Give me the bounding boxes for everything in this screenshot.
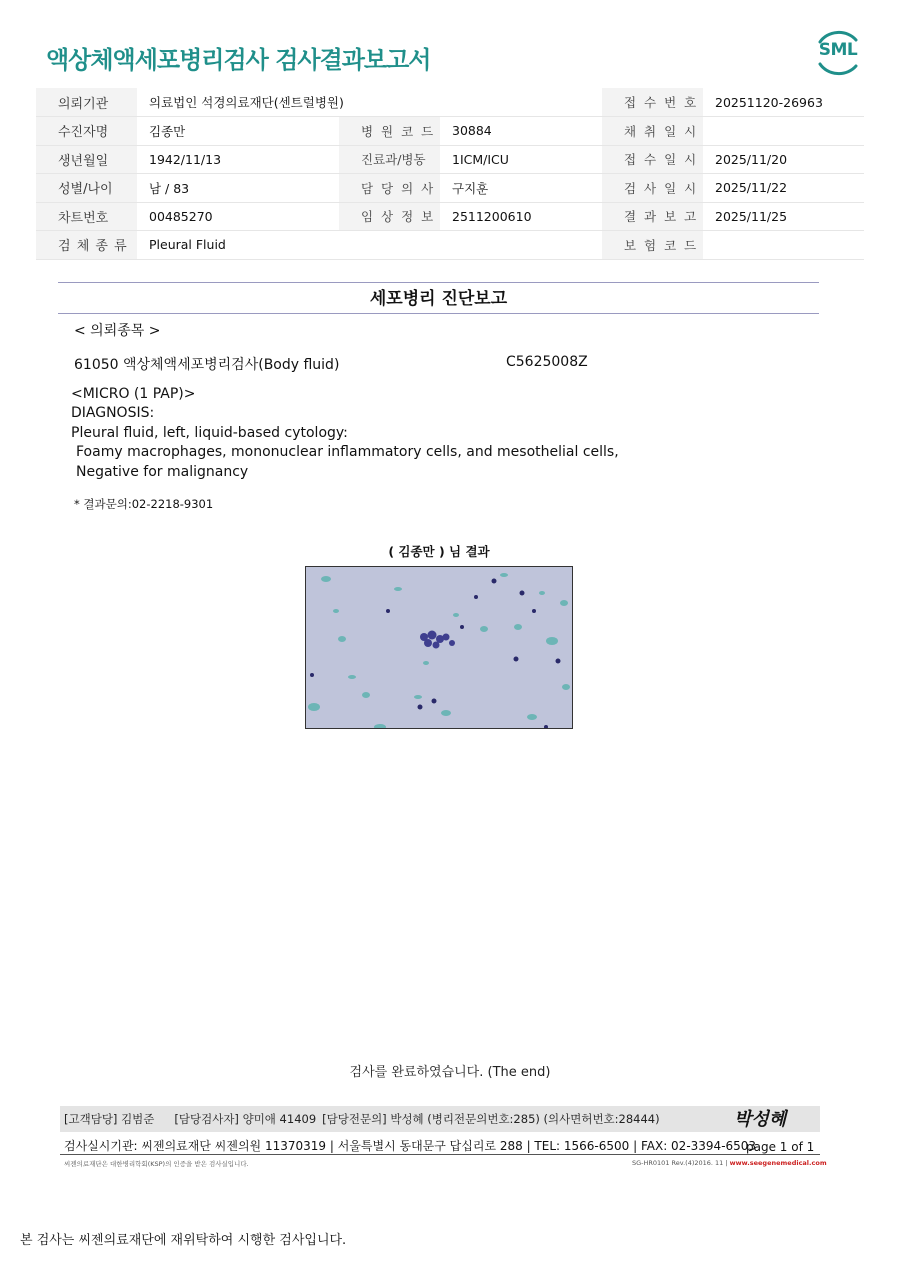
cytology-micrograph: [305, 566, 573, 729]
label-result-report: 결 과 보 고: [602, 202, 703, 231]
value-birth-date: 1942/11/13: [137, 145, 339, 174]
label-specimen-type: 검 체 종 류: [36, 231, 137, 260]
diagnosis-specimen: Pleural fluid, left, liquid-based cytology:: [71, 425, 348, 441]
patient-info-table: [36, 88, 864, 260]
label-test-date: 검 사 일 시: [602, 174, 703, 203]
info-row: [36, 117, 864, 146]
label-requesting-institution: 의뢰기관: [36, 88, 137, 117]
value-hospital-code: 30884: [440, 117, 602, 146]
certification-note: 씨젠의료재단은 대한병리학회(KSP)의 인증을 받은 검사실입니다.: [64, 1160, 249, 1168]
pathologist-signature: 박성혜: [734, 1109, 787, 1130]
page-number: page 1 of 1: [746, 1140, 815, 1154]
label-sex-age: 성별/나이: [36, 174, 137, 203]
label-chart-number: 차트번호: [36, 202, 137, 231]
info-row: [36, 231, 864, 260]
value-clinical-info: 2511200610: [440, 202, 602, 231]
completion-notice: 검사를 완료하였습니다. (The end): [349, 1065, 551, 1080]
label-receipt-date: 접 수 일 시: [602, 145, 703, 174]
logo-text: SML: [818, 40, 858, 60]
test-technician: [담당검사자] 양미애 41409: [174, 1112, 317, 1126]
reconsignment-note: 본 검사는 씨젠의료재단에 재위탁하여 시행한 검사입니다.: [20, 1233, 347, 1248]
label-clinical-info: 임 상 정 보: [339, 202, 440, 231]
label-collection-date: 채 취 일 시: [602, 117, 703, 146]
label-patient-name: 수진자명: [36, 117, 137, 146]
pathologist: [담당전문의] 박성혜 (병리전문의번호:285) (의사면허번호:28444): [322, 1112, 660, 1126]
footer-rule: [60, 1154, 820, 1155]
diagnosis-findings: Foamy macrophages, mononuclear inflammatory cells, and mesothelial cells,: [76, 444, 619, 460]
value-specimen-type: Pleural Fluid: [137, 231, 602, 260]
section-rule-top: [58, 282, 819, 283]
diagnosis-label: DIAGNOSIS:: [71, 405, 155, 421]
value-result-report: 2025/11/25: [703, 202, 864, 231]
label-department-ward: 진료과/병동: [339, 145, 440, 174]
request-header: < 의뢰종목 >: [74, 323, 161, 339]
value-chart-number: 00485270: [137, 202, 339, 231]
value-receipt-date: 2025/11/20: [703, 145, 864, 174]
value-receipt-number: 20251120-26963: [703, 88, 864, 117]
staff-bar: [60, 1106, 820, 1132]
info-row: [36, 88, 864, 117]
label-birth-date: 생년월일: [36, 145, 137, 174]
value-department-ward: 1ICM/ICU: [440, 145, 602, 174]
diagnosis-conclusion: Negative for malignancy: [76, 464, 249, 480]
value-attending-doctor: 구지훈: [440, 174, 602, 203]
value-sex-age: 남 / 83: [137, 174, 339, 203]
result-inquiry: * 결과문의:02-2218-9301: [74, 497, 214, 511]
form-code: SG-HR0101 Rev.(4)2016. 11: [632, 1159, 724, 1167]
section-rule-bottom: [58, 313, 819, 314]
lab-info: 검사실시기관: 씨젠의료재단 씨젠의원 11370319 | 서울특별시 동대문구 답십리로 288 | TEL: 1566-6500 | FAX: 02-3394-6503: [64, 1139, 757, 1153]
value-insurance-code: [703, 231, 864, 260]
customer-manager: [고객담당] 김범준: [64, 1112, 155, 1126]
label-receipt-number: 접 수 번 호: [602, 88, 703, 117]
report-title: 액상체액세포병리검사 검사결과보고서: [46, 46, 431, 74]
value-test-date: 2025/11/22: [703, 174, 864, 203]
image-caption: ( 김종만 ) 님 결과: [388, 544, 490, 559]
label-insurance-code: 보 험 코 드: [602, 231, 703, 260]
test-name: 61050 액상체액세포병리검사(Body fluid): [74, 357, 340, 373]
info-row: [36, 174, 864, 203]
website-link[interactable]: www.seegenemedical.com: [729, 1159, 827, 1167]
label-hospital-code: 병 원 코 드: [339, 117, 440, 146]
form-info: SG-HR0101 Rev.(4)2016. 11 | www.seegenemedical.com: [632, 1159, 827, 1167]
sml-logo: [812, 28, 864, 76]
info-row: [36, 145, 864, 174]
label-attending-doctor: 담 당 의 사: [339, 174, 440, 203]
micro-line: <MICRO (1 PAP)>: [71, 386, 196, 402]
value-collection-date: [703, 117, 864, 146]
value-patient-name: 김종만: [137, 117, 339, 146]
value-requesting-institution: 의료법인 석경의료재단(센트럴병원): [137, 88, 602, 117]
section-title: 세포병리 진단보고: [369, 289, 508, 309]
test-code: C5625008Z: [506, 354, 588, 370]
info-row: [36, 202, 864, 231]
